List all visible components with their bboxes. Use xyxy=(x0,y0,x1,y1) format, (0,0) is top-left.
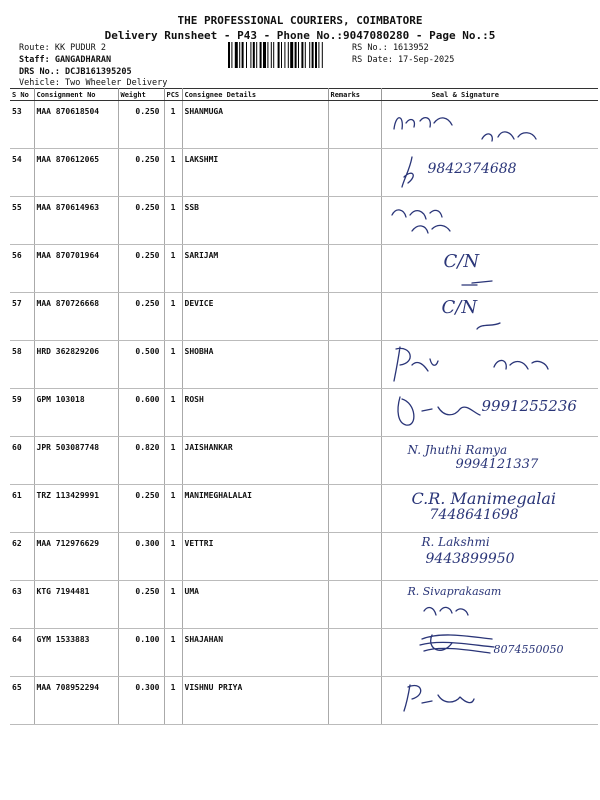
drs-number: DRS No.: DCJB161395205 xyxy=(19,67,132,77)
cell-sno: 53 xyxy=(10,101,34,149)
cell-remarks xyxy=(328,485,381,533)
barcode-bar xyxy=(260,42,262,68)
col-consignee: Consignee Details xyxy=(182,89,328,101)
col-pcs: PCS xyxy=(164,89,182,101)
cell-consignee: VETTRI xyxy=(182,533,328,581)
cell-sno: 59 xyxy=(10,389,34,437)
cell-sno: 56 xyxy=(10,245,34,293)
cell-pcs: 1 xyxy=(164,389,182,437)
barcode-bar xyxy=(250,42,251,68)
cell-signature xyxy=(381,677,598,725)
barcode-bar xyxy=(301,42,303,68)
staff-label: Staff: GANGADHARAN xyxy=(19,55,112,65)
cell-pcs: 1 xyxy=(164,149,182,197)
cell-consignment-no: GPM 103018 xyxy=(34,389,118,437)
signature-name: R. Sivaprakasam xyxy=(407,585,502,598)
cell-weight: 0.500 xyxy=(118,341,164,389)
cell-signature xyxy=(381,581,598,629)
signature-handwriting: 9994121337 xyxy=(455,457,539,472)
cell-signature xyxy=(381,341,598,389)
cell-pcs: 1 xyxy=(164,677,182,725)
cell-consignment-no: HRD 362829206 xyxy=(34,341,118,389)
cell-weight: 0.250 xyxy=(118,485,164,533)
cell-sno: 63 xyxy=(10,581,34,629)
cell-pcs: 1 xyxy=(164,293,182,341)
cell-consignment-no: TRZ 113429991 xyxy=(34,485,118,533)
cell-consignee: SSB xyxy=(182,197,328,245)
cell-consignee: SHANMUGA xyxy=(182,101,328,149)
cell-remarks xyxy=(328,101,381,149)
signature-stroke xyxy=(404,685,474,711)
runsheet-table xyxy=(10,88,598,725)
cell-consignment-no: GYM 1533883 xyxy=(34,629,118,677)
cell-consignee: SHAJAHAN xyxy=(182,629,328,677)
table-row xyxy=(10,101,598,149)
cell-consignee: VISHNU PRIYA xyxy=(182,677,328,725)
table-row xyxy=(10,293,598,341)
barcode-bar xyxy=(271,42,272,68)
cell-weight: 0.250 xyxy=(118,581,164,629)
cell-weight: 0.600 xyxy=(118,389,164,437)
signature-handwriting: C/N xyxy=(441,297,478,318)
cell-weight: 0.250 xyxy=(118,101,164,149)
col-sno: S No xyxy=(10,89,34,101)
handwritten-signature xyxy=(382,197,597,238)
barcode-bar xyxy=(278,42,280,68)
barcode-bar xyxy=(318,42,319,68)
col-remarks: Remarks xyxy=(328,89,381,101)
cell-pcs: 1 xyxy=(164,101,182,149)
cell-sno: 64 xyxy=(10,629,34,677)
signature-stroke xyxy=(412,225,450,233)
handwritten-signature xyxy=(382,101,597,142)
cell-sno: 65 xyxy=(10,677,34,725)
barcode-bar xyxy=(242,42,244,68)
table-header xyxy=(10,89,598,101)
barcode-bar xyxy=(322,42,323,68)
cell-consignment-no: MAA 712976629 xyxy=(34,533,118,581)
cell-sno: 57 xyxy=(10,293,34,341)
cell-pcs: 1 xyxy=(164,581,182,629)
signature-stroke xyxy=(398,397,480,425)
cell-pcs: 1 xyxy=(164,197,182,245)
cell-signature xyxy=(381,485,598,533)
table-row xyxy=(10,581,598,629)
cell-consignment-no: MAA 870726668 xyxy=(34,293,118,341)
cell-consignment-no: MAA 870701964 xyxy=(34,245,118,293)
cell-remarks xyxy=(328,437,381,485)
barcode xyxy=(228,42,348,68)
cell-weight: 0.300 xyxy=(118,677,164,725)
cell-pcs: 1 xyxy=(164,245,182,293)
table-row xyxy=(10,389,598,437)
cell-sno: 58 xyxy=(10,341,34,389)
signature-stroke xyxy=(394,118,452,129)
barcode-bar xyxy=(253,42,255,68)
barcode-bar xyxy=(290,42,293,68)
barcode-bar xyxy=(305,42,306,68)
handwritten-signature xyxy=(382,629,597,670)
cell-remarks xyxy=(328,389,381,437)
cell-remarks xyxy=(328,533,381,581)
signature-handwriting: 9991255236 xyxy=(481,397,577,415)
cell-sno: 60 xyxy=(10,437,34,485)
cell-consignment-no: MAA 870612065 xyxy=(34,149,118,197)
cell-consignee: ROSH xyxy=(182,389,328,437)
barcode-bar xyxy=(256,42,257,68)
cell-sno: 62 xyxy=(10,533,34,581)
table-row xyxy=(10,533,598,581)
cell-pcs: 1 xyxy=(164,533,182,581)
signature-name: C.R. Manimegalai xyxy=(411,489,557,508)
signature-name: R. Lakshmi xyxy=(421,535,490,549)
table-row xyxy=(10,677,598,725)
company-title: THE PROFESSIONAL COURIERS, COIMBATORE xyxy=(177,14,423,27)
signature-handwriting: 9842374688 xyxy=(427,161,517,177)
cell-weight: 0.300 xyxy=(118,533,164,581)
table-row xyxy=(10,341,598,389)
handwritten-signature xyxy=(382,245,597,286)
signature-handwriting: 7448641698 xyxy=(429,507,519,523)
cell-weight: 0.250 xyxy=(118,149,164,197)
handwritten-signature xyxy=(382,677,597,718)
barcode-bar xyxy=(267,42,268,68)
cell-sno: 54 xyxy=(10,149,34,197)
rs-date: RS Date: 17-Sep-2025 xyxy=(352,55,455,65)
barcode-bar xyxy=(273,42,274,68)
handwritten-signature xyxy=(382,293,597,334)
cell-consignment-no: MAA 870614963 xyxy=(34,197,118,245)
cell-signature xyxy=(381,197,598,245)
table-row xyxy=(10,197,598,245)
signature-stroke xyxy=(462,281,492,285)
table-row xyxy=(10,485,598,533)
barcode-bar xyxy=(298,42,299,68)
cell-weight: 0.250 xyxy=(118,293,164,341)
runsheet-title: Delivery Runsheet - P43 - Phone No.:9047080280 - Page No.:5 xyxy=(104,29,496,42)
signature-stroke xyxy=(482,132,536,141)
signature-stroke xyxy=(392,210,442,219)
barcode-bar xyxy=(312,42,314,68)
col-consignment: Consignment No xyxy=(34,89,118,101)
col-signature: Seal & Signature xyxy=(381,89,598,101)
cell-consignment-no: KTG 7194481 xyxy=(34,581,118,629)
signature-handwriting: 8074550050 xyxy=(493,643,564,656)
cell-pcs: 1 xyxy=(164,341,182,389)
cell-signature xyxy=(381,101,598,149)
cell-pcs: 1 xyxy=(164,485,182,533)
signature-name: N. Jhuthi Ramya xyxy=(407,443,508,457)
cell-signature xyxy=(381,245,598,293)
route-label: Route: KK PUDUR 2 xyxy=(19,43,106,53)
signature-stroke xyxy=(494,360,548,369)
cell-remarks xyxy=(328,197,381,245)
cell-weight: 0.250 xyxy=(118,245,164,293)
cell-remarks xyxy=(328,581,381,629)
signature-stroke xyxy=(477,323,500,329)
barcode-bar xyxy=(231,42,232,68)
cell-remarks xyxy=(328,677,381,725)
cell-consignee: SHOBHA xyxy=(182,341,328,389)
signature-handwriting: 9443899950 xyxy=(425,551,515,567)
signature-stroke xyxy=(402,157,413,187)
barcode-bar xyxy=(284,42,285,68)
barcode-bar xyxy=(315,42,317,68)
barcode-bar xyxy=(235,42,238,68)
cell-remarks xyxy=(328,341,381,389)
cell-signature xyxy=(381,389,598,437)
cell-pcs: 1 xyxy=(164,437,182,485)
cell-signature xyxy=(381,533,598,581)
cell-signature xyxy=(381,149,598,197)
barcode-bar xyxy=(246,42,247,68)
rs-number: RS No.: 1613952 xyxy=(352,43,429,53)
cell-consignee: UMA xyxy=(182,581,328,629)
cell-weight: 0.250 xyxy=(118,197,164,245)
cell-signature xyxy=(381,629,598,677)
barcode-bar xyxy=(228,42,230,68)
signature-stroke xyxy=(424,607,468,615)
cell-weight: 0.820 xyxy=(118,437,164,485)
barcode-bar xyxy=(281,42,282,68)
barcode-bar xyxy=(263,42,266,68)
handwritten-signature xyxy=(382,341,597,382)
cell-signature xyxy=(381,437,598,485)
cell-consignee: DEVICE xyxy=(182,293,328,341)
cell-pcs: 1 xyxy=(164,629,182,677)
signature-stroke xyxy=(420,635,494,653)
cell-signature xyxy=(381,293,598,341)
col-weight: Weight xyxy=(118,89,164,101)
signature-handwriting: C/N xyxy=(443,251,480,272)
table-row xyxy=(10,245,598,293)
cell-consignment-no: MAA 708952294 xyxy=(34,677,118,725)
cell-remarks xyxy=(328,245,381,293)
cell-weight: 0.100 xyxy=(118,629,164,677)
vehicle-label: Vehicle: Two Wheeler Delivery xyxy=(19,78,168,88)
barcode-bar xyxy=(288,42,289,68)
cell-consignee: JAISHANKAR xyxy=(182,437,328,485)
signature-stroke xyxy=(394,347,438,381)
barcode-bar xyxy=(309,42,310,68)
cell-remarks xyxy=(328,293,381,341)
barcode-bar xyxy=(295,42,297,68)
cell-remarks xyxy=(328,149,381,197)
cell-sno: 61 xyxy=(10,485,34,533)
barcode-bar xyxy=(239,42,240,68)
cell-consignment-no: JPR 503087748 xyxy=(34,437,118,485)
cell-consignee: SARIJAM xyxy=(182,245,328,293)
cell-consignment-no: MAA 870618504 xyxy=(34,101,118,149)
table-row xyxy=(10,437,598,485)
cell-consignee: MANIMEGHALALAI xyxy=(182,485,328,533)
table-row xyxy=(10,629,598,677)
cell-consignee: LAKSHMI xyxy=(182,149,328,197)
table-row xyxy=(10,149,598,197)
cell-sno: 55 xyxy=(10,197,34,245)
cell-remarks xyxy=(328,629,381,677)
